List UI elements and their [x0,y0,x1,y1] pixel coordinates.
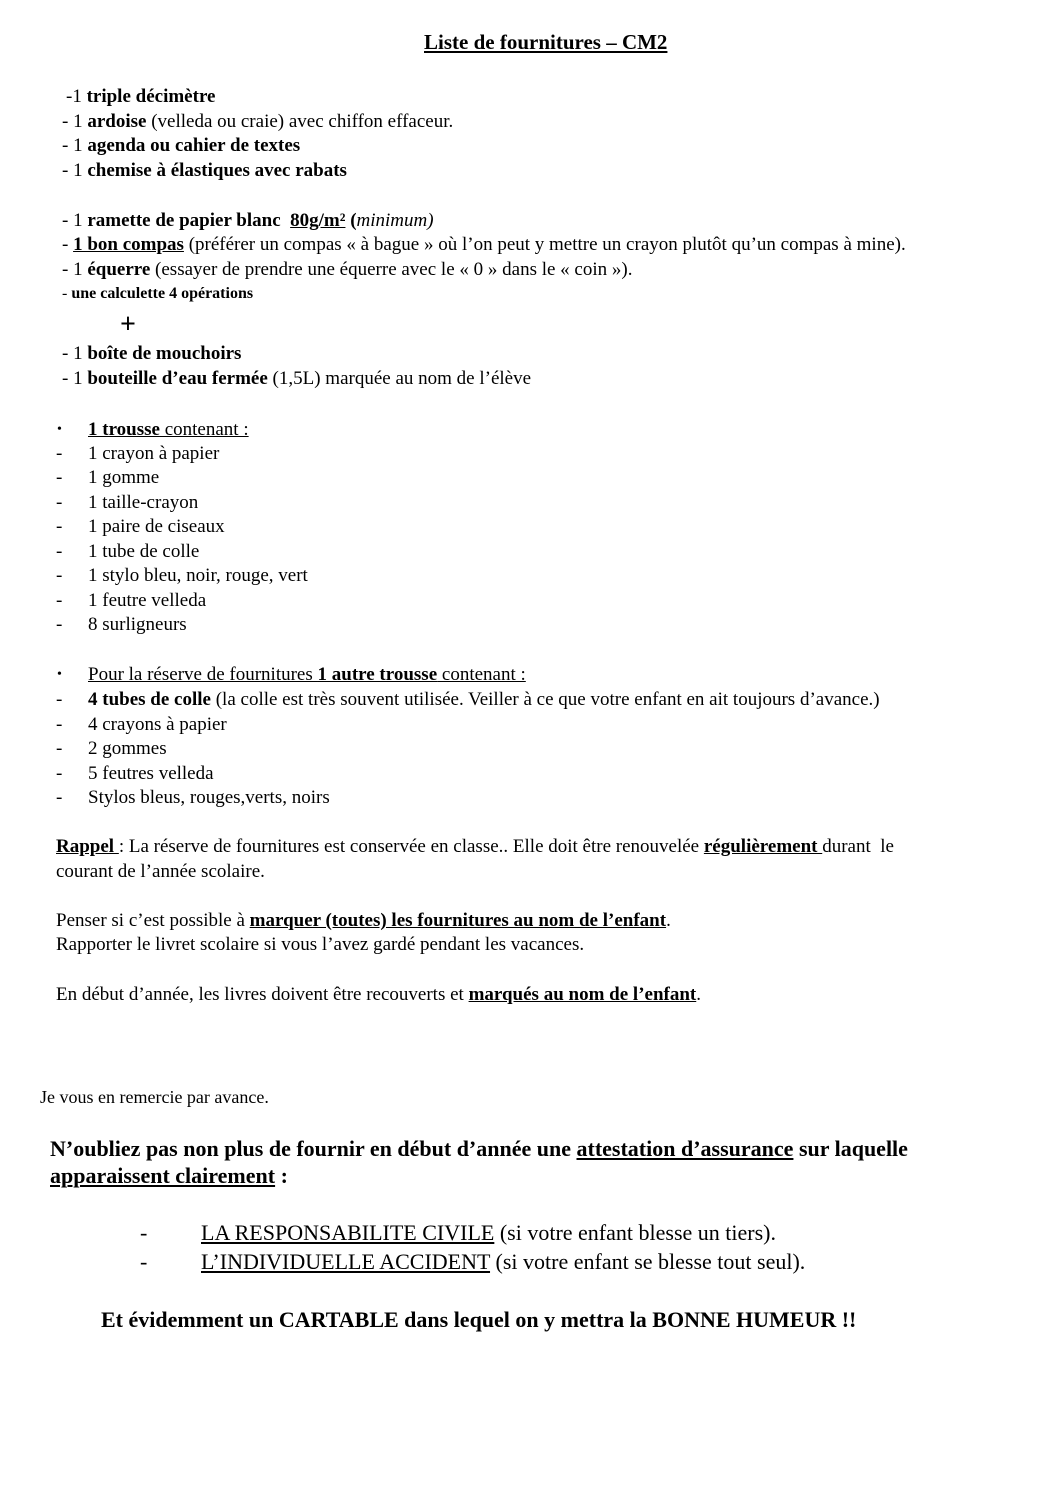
item-prefix: - [62,234,74,255]
item-name: ardoise [87,111,147,132]
item-prefix: -1 [66,86,87,107]
bullet-icon: • [57,422,62,437]
item-note: minimum) [356,210,434,231]
rappel-post: durant le [822,836,894,857]
item-prefix: - 1 [62,343,88,364]
page-title: Liste de fournitures – CM2 [424,30,668,54]
supply-item-triple-decimetre [66,86,215,108]
assurance-emphasis: attestation d’assurance [576,1136,794,1161]
item-name: triple décimètre [86,86,216,107]
note-livres: En début d’année, les livres doivent être recouverts et marqués au nom de l’enfant. [56,984,701,1005]
item-name: équerre [87,259,151,280]
supply-item-chemise [62,160,347,182]
item-prefix: - 1 [62,210,88,231]
item-detail: (essayer de prendre une équerre avec le « 0 » dans le « coin »). [150,259,633,280]
thanks-text: Je vous en remercie par avance. [40,1087,269,1107]
list-item: - 8 surligneurs [56,614,187,635]
item-prefix: - 1 [62,135,88,156]
item-prefix: - 1 [62,368,88,389]
item-prefix: - [62,285,72,302]
rappel-label: Rappel [56,836,119,857]
supply-item-equerre [62,259,632,281]
reserve-header [88,664,526,686]
reserve-header-bold: 1 autre trousse [317,664,438,685]
item-prefix: - 1 [62,160,88,181]
list-item: - 1 crayon à papier [56,443,220,464]
item-name: 1 bon compas [73,234,184,255]
list-item: - 1 taille-crayon [56,492,199,513]
supply-item-compas [62,234,906,256]
list-item: - 4 crayons à papier [56,714,227,735]
list-item: - 1 paire de ciseaux [56,516,225,537]
assurance-dash: - [140,1249,148,1274]
assurance-line2: apparaissent clairement : [50,1163,288,1188]
list-item: - 1 stylo bleu, noir, rouge, vert [56,565,308,586]
note-emphasis: marquer (toutes) les fournitures au nom de l’enfant [249,910,667,931]
rappel-text: : La réserve de fournitures est conservée en classe.. Elle doit être renouvelée [118,836,704,857]
reserve-header-pre: Pour la réserve de fournitures [88,664,318,685]
assurance-emphasis: apparaissent clairement [50,1163,276,1188]
trousse-header [88,419,249,441]
supply-item-agenda [62,135,300,157]
list-item: - 1 tube de colle [56,541,200,562]
note-livret: Rapporter le livret scolaire si vous l’avez gardé pendant les vacances. [56,934,585,955]
supply-item-ardoise [62,111,453,133]
item-name: une calculette 4 opérations [71,285,254,302]
item-name: boîte de mouchoirs [87,343,242,364]
assurance-dash: - [140,1220,148,1245]
trousse-header-rest: contenant : [159,419,249,440]
item-detail: (velleda ou craie) avec chiffon effaceur. [146,111,454,132]
rappel-paragraph [56,836,894,858]
list-item: - 1 feutre velleda [56,590,207,611]
note-emphasis: marqués au nom de l’enfant [468,984,697,1005]
bullet-icon: • [57,667,62,682]
rappel-line2: courant de l’année scolaire. [56,861,265,882]
item-gap [281,210,291,231]
item-detail: (préférer un compas « à bague » où l’on peut y mettre un crayon plutôt qu’un compas à mine). [183,234,906,255]
reserve-header-rest: contenant : [437,664,526,685]
rappel-emphasis: régulièrement [703,836,823,857]
list-item: - 4 tubes de colle (la colle est très souvent utilisée. Veiller à ce que votre enfant en ait toujours d’avance.) [56,689,880,710]
supply-item-calculette [62,285,253,303]
item-prefix: - 1 [62,111,88,132]
item-open-paren: ( [345,210,357,231]
assurance-item-individuelle: L’INDIVIDUELLE ACCIDENT (si votre enfant se blesse tout seul). [201,1249,806,1274]
plus-sign: + [120,309,136,340]
supply-item-ramette [62,210,434,232]
item-weight: 80g/m² [290,210,346,231]
closing-text: Et évidemment un CARTABLE dans lequel on y mettra la BONNE HUMEUR !! [101,1307,857,1332]
list-item: - 5 feutres velleda [56,763,214,784]
item-name: ramette de papier blanc [87,210,281,231]
note-marquer: Penser si c’est possible à marquer (toutes) les fournitures au nom de l’enfant. [56,910,671,931]
list-item: - 1 gomme [56,467,160,488]
item-name: agenda ou cahier de textes [87,135,301,156]
supply-item-mouchoirs [62,343,241,365]
list-item: - Stylos bleus, rouges,verts, noirs [56,787,330,808]
trousse-header-bold: 1 trousse [88,419,160,440]
item-prefix: - 1 [62,259,88,280]
supply-item-bouteille [62,368,531,390]
assurance-item-responsabilite: LA RESPONSABILITE CIVILE (si votre enfant blesse un tiers). [201,1220,776,1245]
list-item: - 2 gommes [56,738,167,759]
assurance-line1: N’oubliez pas non plus de fournir en début d’année une attestation d’assurance sur laquelle [50,1136,908,1161]
item-name: chemise à élastiques avec rabats [87,160,347,181]
item-detail: (1,5L) marquée au nom de l’élève [267,368,532,389]
item-name: bouteille d’eau fermée [87,368,268,389]
